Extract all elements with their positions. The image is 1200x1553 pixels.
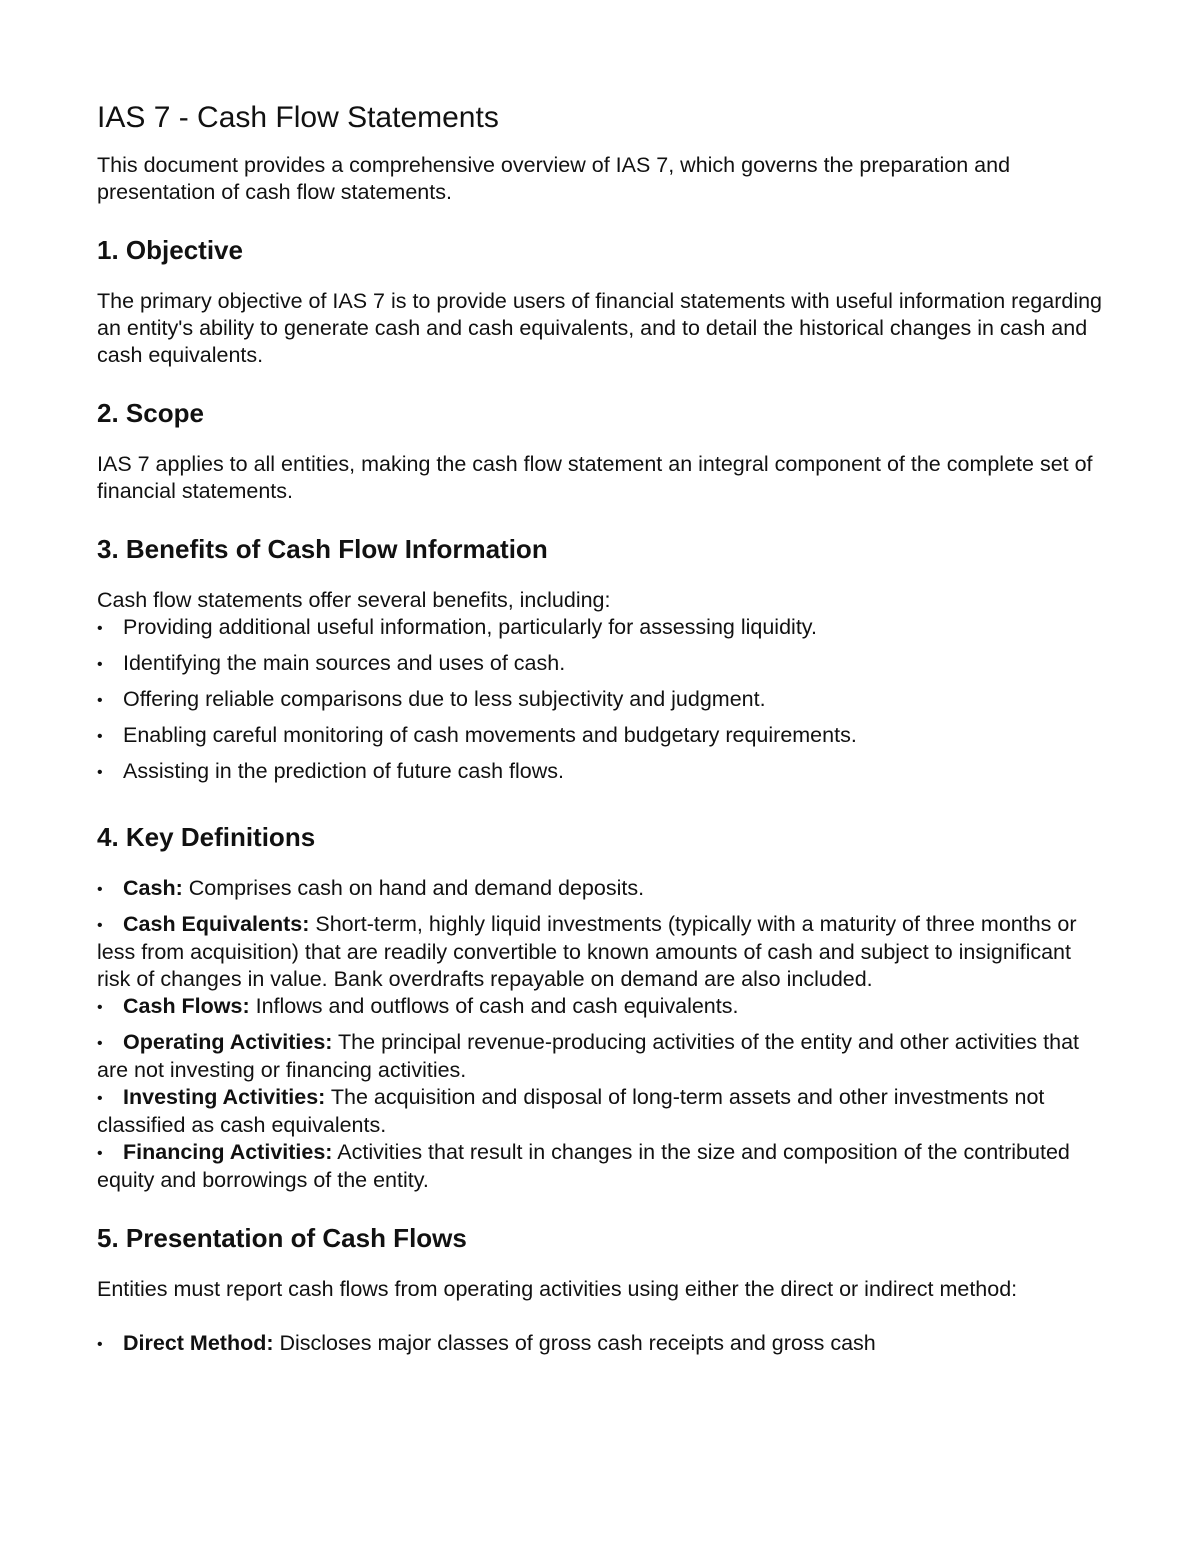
- list-item: • Cash Flows: Inflows and outflows of cash and cash equivalents.: [97, 993, 1107, 1021]
- list-item: • Operating Activities: The principal revenue-producing activities of the entity and other activities that are not investing or financing activities.: [97, 1030, 1080, 1082]
- list-item: • Direct Method: Discloses major classes of gross cash receipts and gross cash: [97, 1330, 1107, 1358]
- scope-paragraph: IAS 7 applies to all entities, making the cash flow statement an integral component of the complete set of financial statements.: [97, 452, 1093, 503]
- list-item: • Enabling careful monitoring of cash movements and budgetary requirements.: [97, 722, 1107, 750]
- section-heading-presentation: 5. Presentation of Cash Flows: [97, 1223, 467, 1253]
- benefits-list: [97, 614, 1107, 786]
- bullet-icon: •: [97, 917, 103, 934]
- definition-term: Financing Activities:: [123, 1140, 333, 1164]
- list-item: • Identifying the main sources and uses of cash.: [97, 650, 1107, 678]
- list-item: • Cash Equivalents: Short-term, highly liquid investments (typically with a maturity of three months or less from acquisition) that are readily convertible to known amounts of cash and subject to insignificant risk of changes in value. Bank overdrafts repayable on demand are also included.: [97, 912, 1077, 991]
- bullet-icon: •: [97, 1090, 103, 1107]
- bullet-icon: •: [97, 1035, 103, 1052]
- list-item: • Offering reliable comparisons due to less subjectivity and judgment.: [97, 686, 1107, 714]
- section-heading-benefits: 3. Benefits of Cash Flow Information: [97, 534, 548, 564]
- definition-term: Investing Activities:: [123, 1085, 326, 1109]
- list-item: • Providing additional useful information, particularly for assessing liquidity.: [97, 614, 1107, 642]
- section-heading-scope: 2. Scope: [97, 398, 204, 428]
- bullet-icon: •: [97, 881, 103, 898]
- definition-term: Cash Equivalents:: [123, 912, 310, 936]
- bullet-icon: •: [97, 764, 103, 781]
- document-page: [97, 88, 1107, 1358]
- bullet-icon: •: [97, 656, 103, 673]
- bullet-icon: •: [97, 1336, 103, 1353]
- document-title: IAS 7 - Cash Flow Statements: [97, 101, 499, 134]
- definitions-list: [97, 875, 1107, 1194]
- section-heading-objective: 1. Objective: [97, 235, 243, 265]
- definition-term: Direct Method:: [123, 1331, 274, 1355]
- definition-term: Operating Activities:: [123, 1030, 333, 1054]
- benefits-lead: Cash flow statements offer several benefits, including:: [97, 588, 611, 612]
- list-item: • Investing Activities: The acquisition and disposal of long-term assets and other investments not classified as cash equivalents.: [97, 1085, 1045, 1137]
- list-item: • Assisting in the prediction of future cash flows.: [97, 758, 1107, 786]
- bullet-icon: •: [97, 692, 103, 709]
- presentation-list: [97, 1330, 1107, 1358]
- objective-paragraph: The primary objective of IAS 7 is to provide users of financial statements with useful information regarding an entity's ability to generate cash and cash equivalents, and to detail the historical changes in cash and cash equivalents.: [97, 289, 1103, 367]
- bullet-icon: •: [97, 1145, 103, 1162]
- presentation-lead: Entities must report cash flows from operating activities using either the direct or indirect method:: [97, 1277, 1018, 1301]
- definition-term: Cash:: [123, 876, 183, 900]
- section-heading-definitions: 4. Key Definitions: [97, 822, 316, 852]
- list-item: • Financing Activities: Activities that result in changes in the size and composition of the contributed equity and borrowings of the entity.: [97, 1140, 1070, 1192]
- bullet-icon: •: [97, 999, 103, 1016]
- list-item: • Cash: Comprises cash on hand and demand deposits.: [97, 875, 1107, 903]
- intro-paragraph: This document provides a comprehensive overview of IAS 7, which governs the preparation and presentation of cash flow statements.: [97, 153, 1011, 204]
- definition-term: Cash Flows:: [123, 994, 250, 1018]
- bullet-icon: •: [97, 728, 103, 745]
- bullet-icon: •: [97, 620, 103, 637]
